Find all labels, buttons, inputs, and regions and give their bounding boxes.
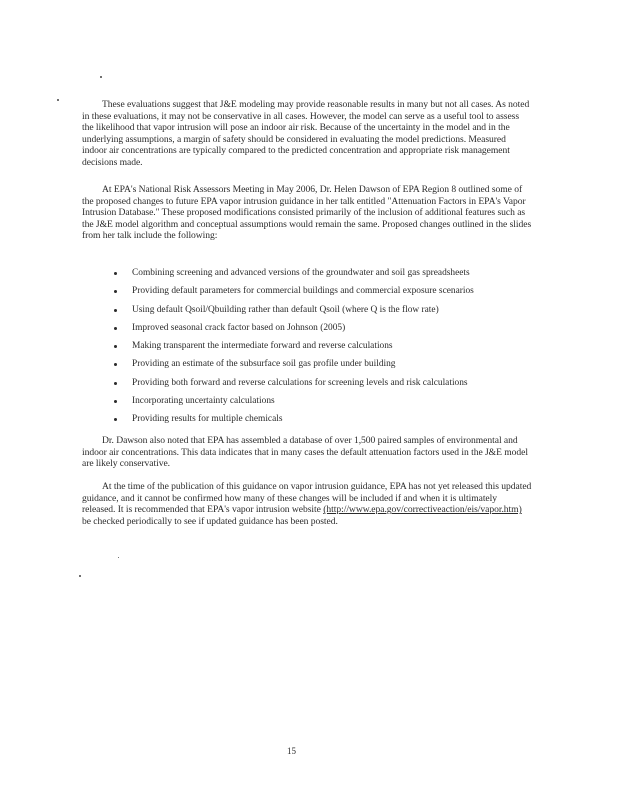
bullet-icon (114, 418, 117, 421)
paragraph-3-text: Dr. Dawson also noted that EPA has assembled a database of over 1,500 paired samples of environmental and indoor air concentrations. This data indicates that in many cases the default attenuation factors used in the J&E model are likely conservative. (82, 435, 528, 470)
paragraph-4-text (82, 481, 532, 527)
paragraph-1 (82, 99, 532, 169)
list-item-text: Providing results for multiple chemicals (132, 414, 283, 425)
list-item-text: Providing an estimate of the subsurface soil gas profile under building (132, 359, 396, 370)
scan-speck (118, 557, 119, 558)
paragraph-3 (82, 435, 532, 470)
list-item (108, 341, 528, 359)
page-number: 15 (287, 746, 296, 756)
bullet-icon (114, 290, 117, 293)
list-item-text: Providing default parameters for commercial buildings and commercial exposure scenarios (132, 286, 474, 297)
list-item (108, 268, 528, 286)
epa-vapor-intrusion-link[interactable]: (http://www.epa.gov/correctiveaction/eis/vapor.htm) (323, 504, 522, 516)
list-item (108, 378, 528, 396)
bullet-icon (114, 400, 117, 403)
scan-speck (100, 76, 102, 78)
list-item (108, 305, 528, 323)
paragraph-4-text-start: At the time of the publication of this guidance on vapor intrusion guidance, EPA has not yet released this updated guidance, and it cannot be confirmed how many of these changes will be included if and when it is ultimately released. It is recommended that EPA's vapor intrusion website (82, 481, 532, 516)
paragraph-4 (82, 481, 532, 527)
bullet-icon (114, 327, 117, 330)
paragraph-4-text-end: be checked periodically to see if updated guidance has been posted. (82, 515, 338, 527)
list-item (108, 396, 528, 414)
list-item-text: Providing both forward and reverse calculations for screening levels and risk calculations (132, 377, 468, 388)
list-item (108, 359, 528, 377)
paragraph-1-text: These evaluations suggest that J&E modeling may provide reasonable results in many but not all cases. As noted in these evaluations, it may not be conservative in all cases. However, the model can serve as a useful tool to assess the likelihood that vapor intrusion will pose an indoor air risk. Because of the uncertainty in the model and in the underlying assumptions, a margin of safety should be considered in evaluating the model predictions. Measured indoor air concentrations are typically compared to the predicted concentration and appropriate risk management decisions made. (82, 99, 530, 168)
list-item (108, 323, 528, 341)
scan-speck (57, 99, 59, 101)
list-item (108, 414, 528, 432)
proposed-changes-list (108, 268, 528, 433)
bullet-icon (114, 272, 117, 275)
list-item-text: Improved seasonal crack factor based on Johnson (2005) (132, 322, 346, 333)
paragraph-2-text: At EPA's National Risk Assessors Meeting in May 2006, Dr. Helen Dawson of EPA Region 8 outlined some of the proposed changes to future EPA vapor intrusion guidance in her talk entitled "Attenuation Factors in EPA's Vapor Intrusion Database." These proposed modifications consisted primarily of the inclusion of additional features such as the J&E model algorithm and conceptual assumptions would remain the same. Proposed changes outlined in the slides from her talk include the following: (82, 184, 532, 242)
list-item-text: Using default Qsoil/Qbuilding rather than default Qsoil (where Q is the flow rate) (132, 304, 439, 315)
scan-speck (79, 575, 81, 577)
bullet-icon (114, 382, 117, 385)
paragraph-2 (82, 184, 532, 242)
bullet-icon (114, 345, 117, 348)
list-item-text: Combining screening and advanced versions of the groundwater and soil gas spreadsheets (132, 268, 470, 278)
list-item-text: Making transparent the intermediate forward and reverse calculations (132, 341, 393, 352)
list-item (108, 286, 528, 304)
list-item-text: Incorporating uncertainty calculations (132, 396, 275, 407)
bullet-icon (114, 309, 117, 312)
bullet-icon (114, 363, 117, 366)
